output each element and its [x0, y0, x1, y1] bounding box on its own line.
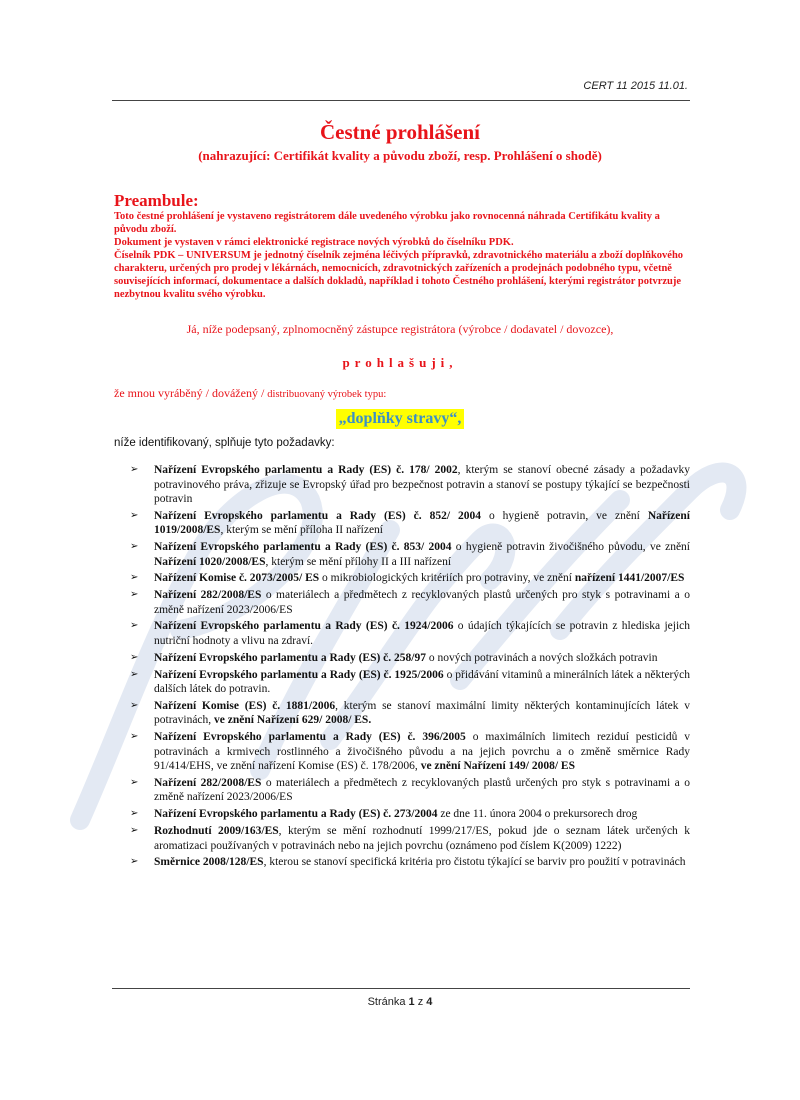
regulation-text: o hygieně potravin, ve znění	[480, 509, 648, 522]
preamble-paragraph: Toto čestné prohlášení je vystaveno registrátorem dále uvedeného výrobku jako rovnocenná náhrada Certifikátu kvality a původu zboží.	[114, 211, 660, 235]
regulation-title: Nařízení Evropského parlamentu a Rady (ES) č. 852/ 2004	[154, 509, 481, 522]
regulation-amendment: ve znění Nařízení 149/ 2008/ ES	[420, 760, 575, 773]
regulation-item	[130, 824, 690, 853]
regulation-title: Nařízení Evropského parlamentu a Rady (ES) č. 396/2005	[154, 731, 466, 744]
regulation-title: Nařízení Evropského parlamentu a Rady (ES) č. 853/ 2004	[154, 541, 452, 554]
regulation-item	[130, 776, 690, 805]
header-divider	[112, 100, 690, 101]
regulation-text: , kterou se stanoví specifická kritéria pro čistotu týkající se barviv pro použití v potravinách	[263, 856, 686, 869]
regulation-text: , kterým se mění rozhodnutí 1999/217/ES, pokud jde o seznam látek určených k aromatizaci používaných v potravinách nebo na jejich povrchu (oznámeno pod číslem K(2009) 1222)	[154, 825, 690, 852]
preamble-heading: Preambule:	[114, 191, 199, 210]
arrow-bullet-icon: ➢	[130, 509, 139, 521]
regulation-title: Rozhodnutí 2009/163/ES	[154, 825, 279, 838]
arrow-bullet-icon: ➢	[130, 808, 139, 820]
product-origin-small: distribuovaný výrobek typu:	[267, 389, 387, 400]
regulation-title: Nařízení Evropského parlamentu a Rady (ES) č. 1925/2006	[154, 668, 444, 681]
regulation-title: Nařízení Evropského parlamentu a Rady (ES) č. 1924/2006	[154, 620, 454, 633]
document-subtitle: (nahrazující: Certifikát kvality a původu zboží, resp. Prohlášení o shodě)	[198, 148, 602, 163]
preamble-text	[114, 210, 694, 301]
regulation-amendment: Nařízení 1020/2008/ES	[154, 555, 266, 568]
product-origin-line	[114, 386, 386, 401]
regulation-text: o hygieně potravin živočišného původu, ve znění	[451, 541, 690, 554]
regulation-title: Nařízení Komise č. 2073/2005/ ES	[154, 572, 320, 585]
preamble-paragraph: Dokument je vystaven v rámci elektronické registrace nových výrobků do číselníku PDK.	[114, 237, 514, 248]
preamble-paragraph: Číselník PDK – UNIVERSUM je jednotný číselník zejména léčivých přípravků, zdravotnického materiálu a zboží doplňkového charakteru, určených pro prodej v lékárnách, nemocnicích, zdravotnických zařízeních a prodejnách podobného typu, včetně souvisejících informací, dokumentace a dalších dokladů, například i tohoto Čestného prohlášení, kterými registrátor potvrzuje nezbytnou kvalitu svého výrobku.	[114, 250, 684, 300]
regulation-item	[130, 571, 690, 586]
regulation-text: , kterým se stanoví maximální limity některých kontaminujících látek v potravinách,	[154, 699, 690, 727]
regulation-text: , kterým se stanoví obecné zásady a požadavky potravinového práva, zřizuje se Evropský úřad pro bezpečnost potravin a stanoví se postupy týkající se bezpečnosti potravin	[154, 464, 690, 505]
regulation-item	[130, 699, 690, 728]
arrow-bullet-icon: ➢	[130, 776, 139, 788]
regulations-list	[130, 463, 690, 872]
regulation-text: o mikrobiologických kritériích pro potraviny, ve znění	[319, 572, 575, 585]
regulation-text: o údajích týkajících se potravin z hlediska jejich nutriční hodnoty a vlivu na zdraví.	[154, 620, 690, 647]
arrow-bullet-icon: ➢	[130, 731, 139, 743]
regulation-item	[130, 668, 690, 697]
regulation-text-tail: , kterým se mění příloha II nařízení	[220, 524, 384, 537]
certificate-code: CERT 11 2015 11.01.	[583, 80, 688, 92]
page-separator: z	[414, 996, 427, 1008]
arrow-bullet-icon: ➢	[130, 856, 139, 868]
regulation-title: Nařízení 282/2008/ES	[154, 776, 262, 789]
arrow-bullet-icon: ➢	[130, 589, 139, 601]
regulation-text: o přidávání vitaminů a minerálních látek a některých dalších látek do potravin.	[154, 668, 690, 696]
arrow-bullet-icon: ➢	[130, 825, 139, 837]
regulation-text: o nových potravinách a nových složkách potravin	[425, 651, 658, 664]
regulation-amendment: ve znění Nařízení 629/ 2008/ ES.	[214, 714, 372, 727]
footer-divider	[112, 988, 690, 989]
regulation-title: Nařízení Komise (ES) č. 1881/2006	[154, 699, 336, 712]
regulation-title: Směrnice 2008/128/ES	[154, 856, 264, 869]
arrow-bullet-icon: ➢	[130, 651, 139, 663]
regulation-item	[130, 855, 690, 870]
arrow-bullet-icon: ➢	[130, 620, 139, 632]
page-current: 1	[408, 996, 415, 1008]
regulation-amendment: nařízení 1441/2007/ES	[574, 572, 685, 585]
product-origin-text: že mnou vyráběný / dovážený /	[114, 386, 268, 400]
regulation-item	[130, 807, 690, 822]
regulation-amendment: Nařízení 1019/2008/ES	[154, 509, 690, 537]
regulation-item	[130, 730, 690, 774]
regulation-item	[130, 509, 690, 538]
product-type-highlight: „doplňky stravy“,	[336, 409, 465, 429]
regulation-item	[130, 540, 690, 569]
arrow-bullet-icon: ➢	[130, 668, 139, 680]
regulation-item	[130, 588, 690, 617]
page-prefix: Stránka	[367, 996, 409, 1008]
regulation-title: Nařízení Evropského parlamentu a Rady (ES) č. 178/ 2002	[154, 464, 458, 476]
document-title: Čestné prohlášení	[319, 120, 481, 144]
regulation-item	[130, 651, 690, 666]
regulation-text: ze dne 11. února 2004 o prekursorech drog	[437, 808, 638, 821]
regulation-text: o maximálních limitech reziduí pesticidů v potravinách a krmivech rostlinného a živočišného původu a na jejich povrchu a o změně směrnice Rady 91/414/EHS, ve znění nařízení Komise (ES) č. 178/2006,	[154, 731, 690, 773]
regulation-item	[130, 463, 690, 507]
page-total: 4	[426, 996, 433, 1008]
arrow-bullet-icon: ➢	[130, 541, 139, 553]
regulation-text: o materiálech a předmětech z recyklovaných plastů určených pro styk s potravinami a o změně nařízení 2023/2006/ES	[154, 589, 690, 616]
regulation-title: Nařízení 282/2008/ES	[154, 589, 262, 602]
regulation-title: Nařízení Evropského parlamentu a Rady (ES) č. 258/97	[154, 651, 426, 664]
declarant-line: Já, níže podepsaný, zplnomocněný zástupce registrátora (výrobce / dodavatel / dovozce),	[186, 322, 614, 336]
arrow-bullet-icon: ➢	[130, 464, 139, 475]
regulation-title: Nařízení Evropského parlamentu a Rady (ES) č. 273/2004	[154, 808, 438, 821]
regulation-text: o materiálech a předmětech z recyklovaných plastů určených pro styk s potravinami a o změně nařízení 2023/2006/ES	[154, 776, 690, 804]
page-number	[0, 996, 800, 1008]
product-type-row	[0, 409, 800, 429]
requirements-intro: níže identifikovaný, splňuje tyto požadavky:	[114, 437, 335, 449]
declaration-word: prohlašuji,	[342, 355, 458, 370]
regulation-text-tail: , kterým se mění přílohy II a III nařízení	[265, 555, 452, 568]
arrow-bullet-icon: ➢	[130, 572, 139, 584]
regulation-item	[130, 619, 690, 648]
arrow-bullet-icon: ➢	[130, 699, 139, 711]
